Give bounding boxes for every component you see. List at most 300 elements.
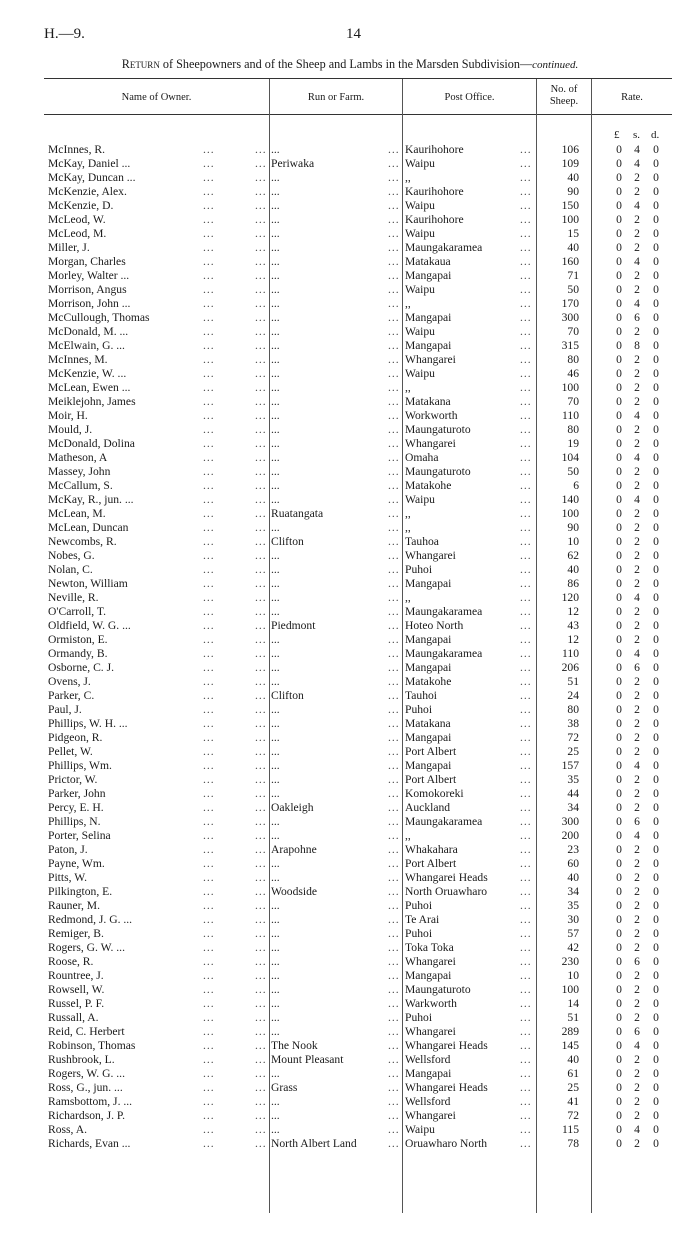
cell-l: 0 xyxy=(616,955,622,968)
cell-sheep: 104 xyxy=(561,451,579,464)
leader-dots: ... xyxy=(520,1011,532,1024)
cell-name: Pitts, W. xyxy=(48,871,87,884)
cell-name: Prictor, W. xyxy=(48,773,98,786)
leader-dots: ... xyxy=(203,983,215,996)
cell-d: 0 xyxy=(653,843,659,856)
leader-dots: ... xyxy=(388,255,400,268)
leader-dots: ... xyxy=(255,1067,267,1080)
cell-d: 0 xyxy=(653,171,659,184)
leader-dots: ... xyxy=(388,269,400,282)
leader-dots: ... xyxy=(255,675,267,688)
cell-name: Newcombs, R. xyxy=(48,535,117,548)
leader-dots: ... xyxy=(520,703,532,716)
leader-dots: ... xyxy=(388,1025,400,1038)
cell-d: 0 xyxy=(653,829,659,842)
cell-s: 2 xyxy=(634,213,640,226)
cell-d: 0 xyxy=(653,199,659,212)
column-header-sheep-line1: No. of xyxy=(550,84,578,95)
cell-d: 0 xyxy=(653,311,659,324)
cell-name: Russel, P. F. xyxy=(48,997,105,1010)
leader-dots: ... xyxy=(203,339,215,352)
leader-dots: ... xyxy=(520,731,532,744)
cell-post: Komokoreki xyxy=(405,787,464,800)
cell-run: ... xyxy=(271,745,280,758)
cell-l: 0 xyxy=(616,1081,622,1094)
cell-run: ... xyxy=(271,451,280,464)
cell-l: 0 xyxy=(616,619,622,632)
currency-shillings: s. xyxy=(633,129,641,141)
leader-dots: ... xyxy=(388,437,400,450)
cell-d: 0 xyxy=(653,325,659,338)
table-row xyxy=(0,997,700,1011)
cell-post: Warkworth xyxy=(405,997,457,1010)
cell-run: ... xyxy=(271,213,280,226)
cell-l: 0 xyxy=(616,549,622,562)
cell-s: 8 xyxy=(634,339,640,352)
cell-run: ... xyxy=(271,787,280,800)
leader-dots: ... xyxy=(388,787,400,800)
leader-dots: ... xyxy=(203,577,215,590)
leader-dots: ... xyxy=(255,367,267,380)
leader-dots: ... xyxy=(203,493,215,506)
cell-sheep: 44 xyxy=(567,787,579,800)
leader-dots: ... xyxy=(520,913,532,926)
cell-run: ... xyxy=(271,759,280,772)
table-row xyxy=(0,1123,700,1137)
leader-dots: ... xyxy=(255,409,267,422)
leader-dots: ... xyxy=(255,269,267,282)
leader-dots: ... xyxy=(520,157,532,170)
cell-sheep: 289 xyxy=(561,1025,579,1038)
leader-dots: ... xyxy=(388,717,400,730)
cell-l: 0 xyxy=(616,997,622,1010)
leader-dots: ... xyxy=(203,591,215,604)
cell-name: McKay, Duncan ... xyxy=(48,171,136,184)
cell-name: Parker, C. xyxy=(48,689,95,702)
leader-dots: ... xyxy=(520,591,532,604)
leader-dots: ... xyxy=(203,955,215,968)
cell-post: Auckland xyxy=(405,801,451,814)
leader-dots: ... xyxy=(255,815,267,828)
cell-s: 2 xyxy=(634,507,640,520)
cell-name: McLean, Duncan xyxy=(48,521,129,534)
leader-dots: ... xyxy=(203,255,215,268)
leader-dots: ... xyxy=(203,143,215,156)
column-header-rate: Rate. xyxy=(621,92,643,103)
cell-sheep: 230 xyxy=(561,955,579,968)
cell-l: 0 xyxy=(616,927,622,940)
cell-l: 0 xyxy=(616,591,622,604)
table-row xyxy=(0,801,700,815)
cell-s: 2 xyxy=(634,549,640,562)
cell-run: ... xyxy=(271,1011,280,1024)
leader-dots: ... xyxy=(255,353,267,366)
leader-dots: ... xyxy=(388,479,400,492)
leader-dots: ... xyxy=(520,955,532,968)
currency-pounds: £ xyxy=(614,129,620,141)
leader-dots: ... xyxy=(388,1109,400,1122)
cell-name: Newton, William xyxy=(48,577,128,590)
cell-name: Richardson, J. P. xyxy=(48,1109,125,1122)
cell-post: ,, xyxy=(405,521,411,534)
cell-s: 6 xyxy=(634,1025,640,1038)
cell-sheep: 42 xyxy=(567,941,579,954)
cell-name: Rowsell, W. xyxy=(48,983,105,996)
leader-dots: ... xyxy=(388,871,400,884)
cell-l: 0 xyxy=(616,647,622,660)
title-lead: Return xyxy=(121,57,160,71)
leader-dots: ... xyxy=(388,381,400,394)
leader-dots: ... xyxy=(203,647,215,660)
leader-dots: ... xyxy=(388,143,400,156)
cell-d: 0 xyxy=(653,255,659,268)
leader-dots: ... xyxy=(520,647,532,660)
cell-name: Ross, A. xyxy=(48,1123,87,1136)
cell-name: Matheson, A xyxy=(48,451,108,464)
cell-s: 4 xyxy=(634,759,640,772)
cell-sheep: 10 xyxy=(567,969,579,982)
cell-post: Whangarei xyxy=(405,437,456,450)
cell-s: 4 xyxy=(634,297,640,310)
leader-dots: ... xyxy=(520,1081,532,1094)
leader-dots: ... xyxy=(255,1053,267,1066)
cell-sheep: 10 xyxy=(567,535,579,548)
cell-d: 0 xyxy=(653,493,659,506)
leader-dots: ... xyxy=(255,311,267,324)
cell-d: 0 xyxy=(653,409,659,422)
document-reference: H.—9. xyxy=(44,26,85,42)
leader-dots: ... xyxy=(203,409,215,422)
leader-dots: ... xyxy=(203,857,215,870)
cell-s: 2 xyxy=(634,283,640,296)
cell-run: ... xyxy=(271,955,280,968)
cell-sheep: 43 xyxy=(567,619,579,632)
cell-post: Tauhoi xyxy=(405,689,438,702)
table-row xyxy=(0,1137,700,1151)
leader-dots: ... xyxy=(255,437,267,450)
cell-name: Ormiston, E. xyxy=(48,633,108,646)
table-row xyxy=(0,703,700,717)
cell-sheep: 200 xyxy=(561,829,579,842)
leader-dots: ... xyxy=(520,143,532,156)
leader-dots: ... xyxy=(203,507,215,520)
leader-dots: ... xyxy=(255,297,267,310)
cell-d: 0 xyxy=(653,941,659,954)
cell-d: 0 xyxy=(653,535,659,548)
cell-sheep: 110 xyxy=(562,409,579,422)
leader-dots: ... xyxy=(203,801,215,814)
cell-run: ... xyxy=(271,409,280,422)
leader-dots: ... xyxy=(203,157,215,170)
leader-dots: ... xyxy=(255,1137,267,1150)
cell-name: McInnes, R. xyxy=(48,143,105,156)
cell-d: 0 xyxy=(653,297,659,310)
cell-l: 0 xyxy=(616,409,622,422)
cell-post: Whangarei xyxy=(405,549,456,562)
leader-dots: ... xyxy=(388,325,400,338)
cell-run: ... xyxy=(271,647,280,660)
cell-post: Te Arai xyxy=(405,913,440,926)
cell-post: Waipu xyxy=(405,367,435,380)
leader-dots: ... xyxy=(520,717,532,730)
leader-dots: ... xyxy=(255,563,267,576)
cell-sheep: 40 xyxy=(567,1053,579,1066)
cell-name: McKenzie, W. ... xyxy=(48,367,127,380)
cell-d: 0 xyxy=(653,1067,659,1080)
table-row xyxy=(0,843,700,857)
cell-sheep: 50 xyxy=(567,283,579,296)
cell-name: McKenzie, Alex. xyxy=(48,185,127,198)
cell-post: ,, xyxy=(405,171,411,184)
cell-run: ... xyxy=(271,549,280,562)
cell-s: 4 xyxy=(634,493,640,506)
cell-post: Waipu xyxy=(405,227,435,240)
cell-name: Phillips, W. H. ... xyxy=(48,717,128,730)
page-title xyxy=(0,57,700,72)
cell-s: 2 xyxy=(634,773,640,786)
cell-name: Paton, J. xyxy=(48,843,88,856)
cell-sheep: 12 xyxy=(567,633,579,646)
leader-dots: ... xyxy=(388,913,400,926)
leader-dots: ... xyxy=(388,675,400,688)
leader-dots: ... xyxy=(520,1025,532,1038)
leader-dots: ... xyxy=(255,759,267,772)
cell-sheep: 38 xyxy=(567,717,579,730)
cell-sheep: 35 xyxy=(567,899,579,912)
cell-s: 2 xyxy=(634,1095,640,1108)
leader-dots: ... xyxy=(203,311,215,324)
leader-dots: ... xyxy=(388,283,400,296)
cell-post: ,, xyxy=(405,829,411,842)
leader-dots: ... xyxy=(520,745,532,758)
cell-s: 2 xyxy=(634,717,640,730)
leader-dots: ... xyxy=(255,927,267,940)
cell-run: Ruatangata xyxy=(271,507,324,520)
cell-name: McKenzie, D. xyxy=(48,199,114,212)
cell-l: 0 xyxy=(616,563,622,576)
leader-dots: ... xyxy=(255,577,267,590)
cell-sheep: 206 xyxy=(561,661,579,674)
leader-dots: ... xyxy=(388,367,400,380)
cell-sheep: 315 xyxy=(561,339,579,352)
leader-dots: ... xyxy=(388,619,400,632)
leader-dots: ... xyxy=(203,1109,215,1122)
cell-sheep: 86 xyxy=(567,577,579,590)
leader-dots: ... xyxy=(520,213,532,226)
leader-dots: ... xyxy=(520,199,532,212)
leader-dots: ... xyxy=(255,339,267,352)
table-row xyxy=(0,199,700,213)
leader-dots: ... xyxy=(520,997,532,1010)
leader-dots: ... xyxy=(520,675,532,688)
leader-dots: ... xyxy=(203,1011,215,1024)
cell-s: 2 xyxy=(634,185,640,198)
cell-l: 0 xyxy=(616,241,622,254)
leader-dots: ... xyxy=(255,549,267,562)
leader-dots: ... xyxy=(388,1081,400,1094)
leader-dots: ... xyxy=(520,801,532,814)
cell-name: Oldfield, W. G. ... xyxy=(48,619,131,632)
leader-dots: ... xyxy=(255,633,267,646)
leader-dots: ... xyxy=(388,941,400,954)
leader-dots: ... xyxy=(388,633,400,646)
cell-post: Waipu xyxy=(405,199,435,212)
cell-d: 0 xyxy=(653,437,659,450)
cell-l: 0 xyxy=(616,395,622,408)
cell-sheep: 78 xyxy=(567,1137,579,1150)
cell-d: 0 xyxy=(653,577,659,590)
cell-sheep: 100 xyxy=(561,213,579,226)
cell-l: 0 xyxy=(616,283,622,296)
table-row xyxy=(0,745,700,759)
cell-s: 2 xyxy=(634,927,640,940)
leader-dots: ... xyxy=(255,157,267,170)
cell-run: North Albert Land xyxy=(271,1137,357,1150)
cell-sheep: 109 xyxy=(561,157,579,170)
cell-l: 0 xyxy=(616,605,622,618)
cell-d: 0 xyxy=(653,1011,659,1024)
cell-d: 0 xyxy=(653,381,659,394)
cell-l: 0 xyxy=(616,381,622,394)
cell-name: Morrison, John ... xyxy=(48,297,131,310)
cell-post: Tauhoa xyxy=(405,535,439,548)
leader-dots: ... xyxy=(520,829,532,842)
leader-dots: ... xyxy=(520,493,532,506)
leader-dots: ... xyxy=(388,549,400,562)
cell-run: ... xyxy=(271,563,280,576)
table-row xyxy=(0,955,700,969)
cell-post: Waipu xyxy=(405,283,435,296)
leader-dots: ... xyxy=(203,395,215,408)
table-row xyxy=(0,633,700,647)
leader-dots: ... xyxy=(520,185,532,198)
leader-dots: ... xyxy=(388,605,400,618)
leader-dots: ... xyxy=(255,955,267,968)
cell-l: 0 xyxy=(616,1011,622,1024)
leader-dots: ... xyxy=(520,437,532,450)
cell-run: Oakleigh xyxy=(271,801,314,814)
leader-dots: ... xyxy=(520,927,532,940)
cell-sheep: 160 xyxy=(561,255,579,268)
cell-run: ... xyxy=(271,283,280,296)
cell-s: 6 xyxy=(634,311,640,324)
table-row xyxy=(0,339,700,353)
cell-post: Matakana xyxy=(405,395,451,408)
cell-s: 2 xyxy=(634,633,640,646)
cell-s: 6 xyxy=(634,955,640,968)
table-row xyxy=(0,451,700,465)
leader-dots: ... xyxy=(388,885,400,898)
table-row xyxy=(0,815,700,829)
cell-name: Pilkington, E. xyxy=(48,885,113,898)
cell-run: ... xyxy=(271,661,280,674)
cell-l: 0 xyxy=(616,423,622,436)
cell-s: 2 xyxy=(634,1067,640,1080)
cell-name: Ross, G., jun. ... xyxy=(48,1081,123,1094)
table-row xyxy=(0,1081,700,1095)
leader-dots: ... xyxy=(203,241,215,254)
cell-sheep: 80 xyxy=(567,703,579,716)
cell-sheep: 300 xyxy=(561,815,579,828)
leader-dots: ... xyxy=(520,535,532,548)
cell-name: Parker, John xyxy=(48,787,106,800)
leader-dots: ... xyxy=(203,1025,215,1038)
cell-run: ... xyxy=(271,913,280,926)
leader-dots: ... xyxy=(255,689,267,702)
leader-dots: ... xyxy=(203,605,215,618)
cell-l: 0 xyxy=(616,297,622,310)
cell-s: 2 xyxy=(634,577,640,590)
cell-post: Wellsford xyxy=(405,1095,451,1108)
table-row xyxy=(0,927,700,941)
table-row xyxy=(0,269,700,283)
table-row xyxy=(0,423,700,437)
cell-l: 0 xyxy=(616,493,622,506)
leader-dots: ... xyxy=(388,899,400,912)
table-row xyxy=(0,563,700,577)
leader-dots: ... xyxy=(203,675,215,688)
leader-dots: ... xyxy=(255,619,267,632)
leader-dots: ... xyxy=(520,409,532,422)
leader-dots: ... xyxy=(203,969,215,982)
cell-post: Puhoi xyxy=(405,927,433,940)
cell-name: McKay, Daniel ... xyxy=(48,157,131,170)
cell-d: 0 xyxy=(653,423,659,436)
cell-l: 0 xyxy=(616,633,622,646)
leader-dots: ... xyxy=(388,171,400,184)
cell-l: 0 xyxy=(616,1067,622,1080)
cell-post: Hoteo North xyxy=(405,619,464,632)
leader-dots: ... xyxy=(520,521,532,534)
cell-sheep: 80 xyxy=(567,353,579,366)
leader-dots: ... xyxy=(388,759,400,772)
cell-d: 0 xyxy=(653,857,659,870)
cell-sheep: 34 xyxy=(567,801,579,814)
leader-dots: ... xyxy=(203,521,215,534)
leader-dots: ... xyxy=(203,1067,215,1080)
cell-name: Moir, H. xyxy=(48,409,88,422)
cell-l: 0 xyxy=(616,269,622,282)
cell-s: 4 xyxy=(634,143,640,156)
cell-name: McCullough, Thomas xyxy=(48,311,150,324)
table-row xyxy=(0,675,700,689)
cell-name: McLean, Ewen ... xyxy=(48,381,131,394)
cell-s: 4 xyxy=(634,255,640,268)
leader-dots: ... xyxy=(520,283,532,296)
cell-post: Toka Toka xyxy=(405,941,454,954)
cell-post: Whangarei xyxy=(405,353,456,366)
cell-post: North Oruawharo xyxy=(405,885,488,898)
table-row xyxy=(0,353,700,367)
cell-post: Whangarei Heads xyxy=(405,1039,488,1052)
cell-name: McCallum, S. xyxy=(48,479,113,492)
leader-dots: ... xyxy=(520,1137,532,1150)
cell-l: 0 xyxy=(616,353,622,366)
cell-d: 0 xyxy=(653,969,659,982)
cell-name: Phillips, N. xyxy=(48,815,101,828)
column-header-sheep xyxy=(537,84,591,108)
table-row xyxy=(0,899,700,913)
cell-name: Mould, J. xyxy=(48,423,93,436)
cell-s: 4 xyxy=(634,451,640,464)
cell-l: 0 xyxy=(616,1137,622,1150)
cell-sheep: 120 xyxy=(561,591,579,604)
leader-dots: ... xyxy=(388,843,400,856)
cell-d: 0 xyxy=(653,647,659,660)
cell-d: 0 xyxy=(653,1109,659,1122)
cell-l: 0 xyxy=(616,829,622,842)
cell-s: 2 xyxy=(634,535,640,548)
